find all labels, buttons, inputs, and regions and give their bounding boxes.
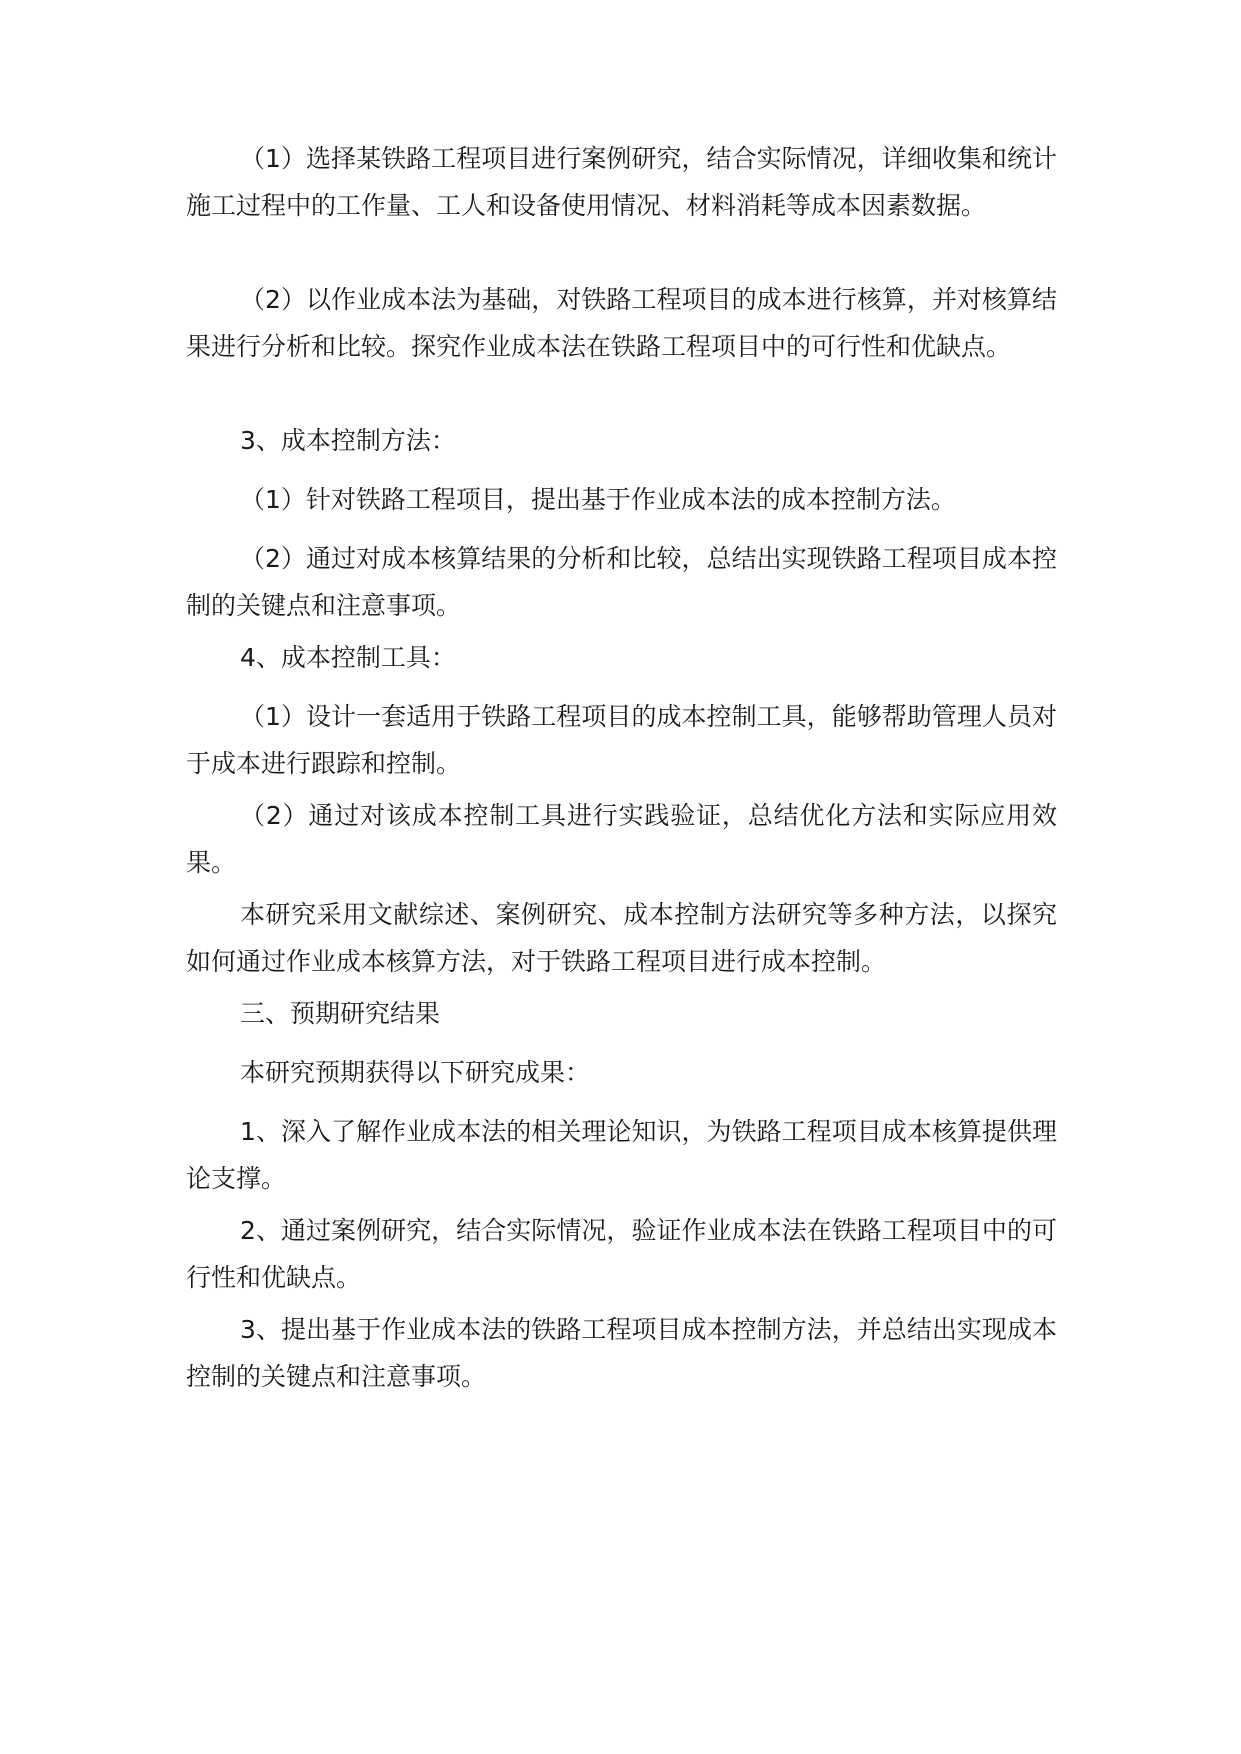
paragraph-control-tool-2: （2）通过对该成本控制工具进行实践验证，总结优化方法和实际应用效果。 xyxy=(186,801,1057,877)
paragraph-case-study: （1）选择某铁路工程项目进行案例研究，结合实际情况，详细收集和统计施工过程中的工作量、工人和设备使用情况、材料消耗等成本因素数据。 xyxy=(186,144,1057,220)
paragraph-research-methods: 本研究采用文献综述、案例研究、成本控制方法研究等多种方法，以探究如何通过作业成本核算方法，对于铁路工程项目进行成本控制。 xyxy=(186,900,1057,976)
paragraph-result-1: 1、深入了解作业成本法的相关理论知识，为铁路工程项目成本核算提供理论支撑。 xyxy=(186,1117,1057,1193)
paragraph-expected-intro: 本研究预期获得以下研究成果： xyxy=(240,1058,591,1087)
paragraph-result-3: 3、提出基于作业成本法的铁路工程项目成本控制方法，并总结出实现成本控制的关键点和注意事项。 xyxy=(186,1315,1057,1391)
paragraph-cost-accounting: （2）以作业成本法为基础，对铁路工程项目的成本进行核算，并对核算结果进行分析和比较。探究作业成本法在铁路工程项目中的可行性和优缺点。 xyxy=(186,285,1057,361)
heading-cost-control-tool: 4、成本控制工具： xyxy=(240,643,456,672)
paragraph-control-tool-1: （1）设计一套适用于铁路工程项目的成本控制工具，能够帮助管理人员对于成本进行跟踪和控制。 xyxy=(186,702,1057,778)
heading-expected-results: 三、预期研究结果 xyxy=(240,999,441,1028)
paragraph-control-method-1: （1）针对铁路工程项目，提出基于作业成本法的成本控制方法。 xyxy=(240,485,956,514)
heading-cost-control-method: 3、成本控制方法： xyxy=(240,426,456,455)
paragraph-result-2: 2、通过案例研究，结合实际情况，验证作业成本法在铁路工程项目中的可行性和优缺点。 xyxy=(186,1216,1057,1292)
paragraph-control-method-2: （2）通过对成本核算结果的分析和比较，总结出实现铁路工程项目成本控制的关键点和注意事项。 xyxy=(186,544,1057,620)
